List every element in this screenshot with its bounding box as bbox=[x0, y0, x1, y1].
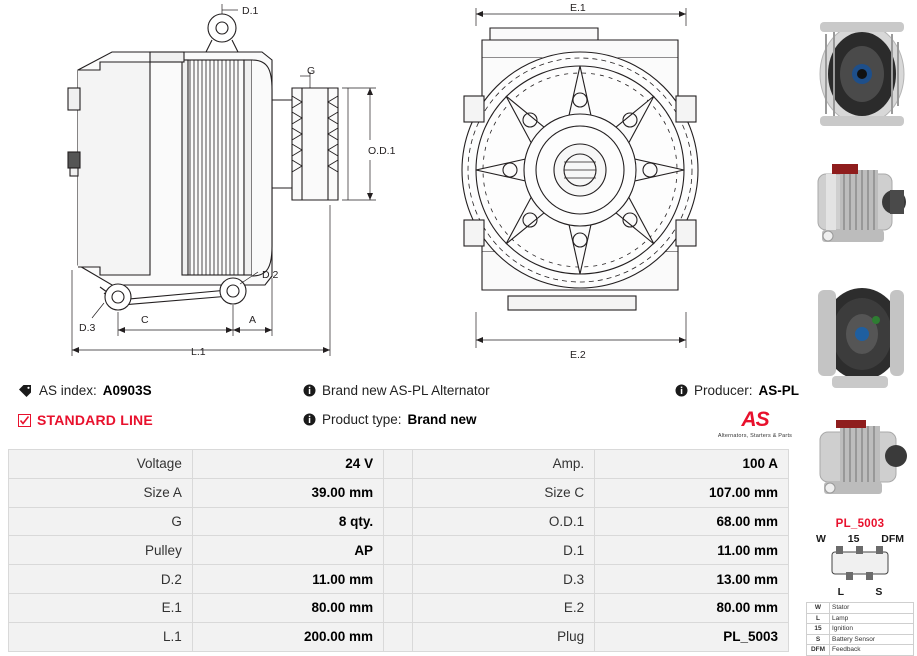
spec-value: 200.00 mm bbox=[192, 622, 383, 651]
table-row bbox=[9, 507, 789, 536]
product-photo-2[interactable] bbox=[806, 140, 912, 262]
brand-row bbox=[303, 383, 490, 398]
table-row bbox=[9, 622, 789, 651]
alternator-side-view-drawing bbox=[0, 0, 420, 368]
table-gap bbox=[384, 507, 413, 536]
plug-pin-label: S bbox=[875, 586, 883, 598]
as-index-row bbox=[18, 383, 152, 398]
spec-key: D.2 bbox=[9, 565, 193, 594]
spec-value: 100 A bbox=[595, 450, 789, 479]
product-photo-3[interactable] bbox=[806, 272, 912, 394]
producer-value: AS-PL bbox=[758, 383, 800, 398]
legend-code: DFM bbox=[807, 645, 830, 656]
spec-key: Voltage bbox=[9, 450, 193, 479]
spec-key: L.1 bbox=[9, 622, 193, 651]
spec-key: O.D.1 bbox=[413, 507, 595, 536]
spec-key: Plug bbox=[413, 622, 595, 651]
svg-text:D.3: D.3 bbox=[79, 322, 96, 334]
list-item bbox=[807, 645, 914, 656]
legend-code: S bbox=[807, 634, 830, 645]
spec-key: D.1 bbox=[413, 536, 595, 565]
legend-code: L bbox=[807, 613, 830, 624]
as-pl-logo-subtitle: Alternators, Starters & Parts bbox=[717, 433, 793, 439]
legend-desc: Battery Sensor bbox=[830, 634, 914, 645]
svg-text:E.2: E.2 bbox=[570, 349, 586, 361]
spec-value: 24 V bbox=[192, 450, 383, 479]
standard-line-row bbox=[18, 412, 153, 428]
specifications-table-body bbox=[9, 450, 789, 652]
spec-key: Amp. bbox=[413, 450, 595, 479]
product-photo-1[interactable] bbox=[806, 8, 912, 130]
table-row bbox=[9, 536, 789, 565]
legend-code: 15 bbox=[807, 624, 830, 635]
svg-text:C: C bbox=[141, 314, 149, 326]
spec-key: D.3 bbox=[413, 565, 595, 594]
spec-key: Pulley bbox=[9, 536, 193, 565]
spec-value: 80.00 mm bbox=[595, 593, 789, 622]
product-type-row bbox=[303, 412, 477, 427]
spec-value: 39.00 mm bbox=[192, 478, 383, 507]
spec-value: 13.00 mm bbox=[595, 565, 789, 594]
spec-value: AP bbox=[192, 536, 383, 565]
spec-value: 80.00 mm bbox=[192, 593, 383, 622]
svg-text:O.D.1: O.D.1 bbox=[368, 145, 396, 157]
info-icon bbox=[675, 384, 688, 397]
as-pl-logo-text: AS bbox=[741, 408, 769, 431]
svg-text:A: A bbox=[249, 314, 257, 326]
svg-text:L.1: L.1 bbox=[191, 346, 206, 358]
table-gap bbox=[384, 593, 413, 622]
svg-text:E.1: E.1 bbox=[570, 2, 586, 14]
as-index-value: A0903S bbox=[102, 383, 152, 398]
product-photo-4[interactable] bbox=[806, 404, 912, 514]
table-gap bbox=[384, 565, 413, 594]
table-gap bbox=[384, 622, 413, 651]
table-gap bbox=[384, 478, 413, 507]
spec-key: E.2 bbox=[413, 593, 595, 622]
legend-code: W bbox=[807, 603, 830, 614]
spec-key: Size A bbox=[9, 478, 193, 507]
list-item bbox=[807, 624, 914, 635]
svg-text:D.2: D.2 bbox=[262, 269, 279, 281]
product-type-value: Brand new bbox=[407, 412, 477, 427]
table-row bbox=[9, 450, 789, 479]
plug-pin-label: L bbox=[837, 586, 845, 598]
svg-text:G: G bbox=[307, 65, 316, 77]
specifications-table bbox=[8, 449, 789, 652]
plug-legend-table bbox=[806, 602, 914, 656]
product-info-block bbox=[0, 375, 800, 445]
plug-pin-label: 15 bbox=[847, 533, 860, 545]
brand-text: Brand new AS-PL Alternator bbox=[322, 383, 490, 398]
standard-line-label: STANDARD LINE bbox=[37, 412, 153, 428]
product-type-label: Product type: bbox=[322, 412, 402, 427]
table-gap bbox=[384, 536, 413, 565]
spec-value: 11.00 mm bbox=[192, 565, 383, 594]
plug-connector-icon bbox=[806, 546, 914, 580]
technical-drawings bbox=[0, 0, 800, 368]
spec-key: Size C bbox=[413, 478, 595, 507]
as-pl-logo bbox=[710, 408, 800, 439]
plug-pin-label: W bbox=[816, 533, 826, 545]
plug-pin-label: DFM bbox=[881, 533, 904, 545]
info-icon bbox=[303, 413, 316, 426]
as-index-label: AS index: bbox=[39, 383, 97, 398]
plug-diagram bbox=[806, 518, 914, 656]
table-row bbox=[9, 478, 789, 507]
product-photo-column bbox=[800, 0, 917, 520]
alternator-front-view-drawing bbox=[420, 0, 800, 368]
legend-desc: Stator bbox=[830, 603, 914, 614]
spec-value: 11.00 mm bbox=[595, 536, 789, 565]
table-gap bbox=[384, 450, 413, 479]
list-item bbox=[807, 613, 914, 624]
checkbox-icon bbox=[18, 414, 31, 427]
table-row bbox=[9, 593, 789, 622]
producer-row bbox=[675, 383, 799, 398]
plug-pin-labels-top bbox=[806, 530, 914, 546]
list-item bbox=[807, 634, 914, 645]
table-row bbox=[9, 565, 789, 594]
spec-key: E.1 bbox=[9, 593, 193, 622]
svg-text:D.1: D.1 bbox=[242, 5, 259, 17]
info-icon bbox=[303, 384, 316, 397]
spec-value: 107.00 mm bbox=[595, 478, 789, 507]
legend-desc: Lamp bbox=[830, 613, 914, 624]
tag-icon bbox=[18, 384, 33, 397]
list-item bbox=[807, 603, 914, 614]
plug-pin-labels-bottom bbox=[806, 585, 914, 600]
legend-desc: Feedback bbox=[830, 645, 914, 656]
plug-title: PL_5003 bbox=[835, 518, 885, 530]
spec-value: 8 qty. bbox=[192, 507, 383, 536]
spec-value: PL_5003 bbox=[595, 622, 789, 651]
spec-key: G bbox=[9, 507, 193, 536]
producer-label: Producer: bbox=[694, 383, 753, 398]
spec-value: 68.00 mm bbox=[595, 507, 789, 536]
legend-desc: Ignition bbox=[830, 624, 914, 635]
